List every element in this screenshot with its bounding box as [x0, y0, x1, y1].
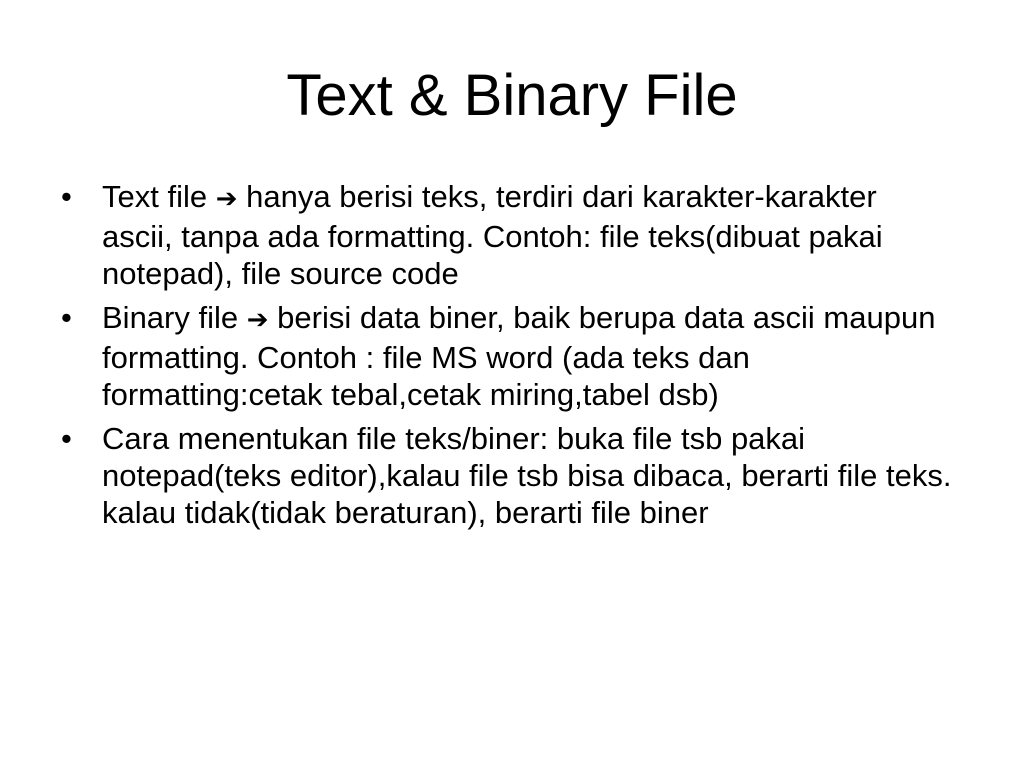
bullet-dot-icon: • — [61, 179, 72, 214]
arrow-right-icon: ➔ — [246, 305, 269, 335]
bullet-text: berisi data biner, baik berupa data ascii maupun formatting. Contoh : file MS word (ada teks dan formatting:cetak tebal,cetak miring,tabel dsb) — [102, 300, 936, 412]
bullet-lead: Text file — [102, 179, 208, 214]
bullet-lead: Binary file — [102, 300, 239, 335]
bullet-list — [55, 178, 955, 538]
bullet-text: hanya berisi teks, terdiri dari karakter-karakter ascii, tanpa ada formatting. Contoh: file teks(dibuat pakai notepad), file source code — [102, 179, 883, 291]
slide-title: Text & Binary File — [286, 63, 738, 128]
bullet-item-text-file — [55, 178, 955, 292]
bullet-dot-icon: • — [61, 300, 72, 335]
arrow-right-icon: ➔ — [215, 184, 238, 214]
bullet-dot-icon: • — [61, 421, 72, 456]
bullet-text: Cara menentukan file teks/biner: buka file tsb pakai notepad(teks editor),kalau file tsb bisa dibaca, berarti file teks. kalau tidak(tidak beraturan), berarti file biner — [102, 421, 952, 530]
bullet-item-how-to-determine — [55, 420, 955, 531]
bullet-item-binary-file — [55, 299, 955, 413]
